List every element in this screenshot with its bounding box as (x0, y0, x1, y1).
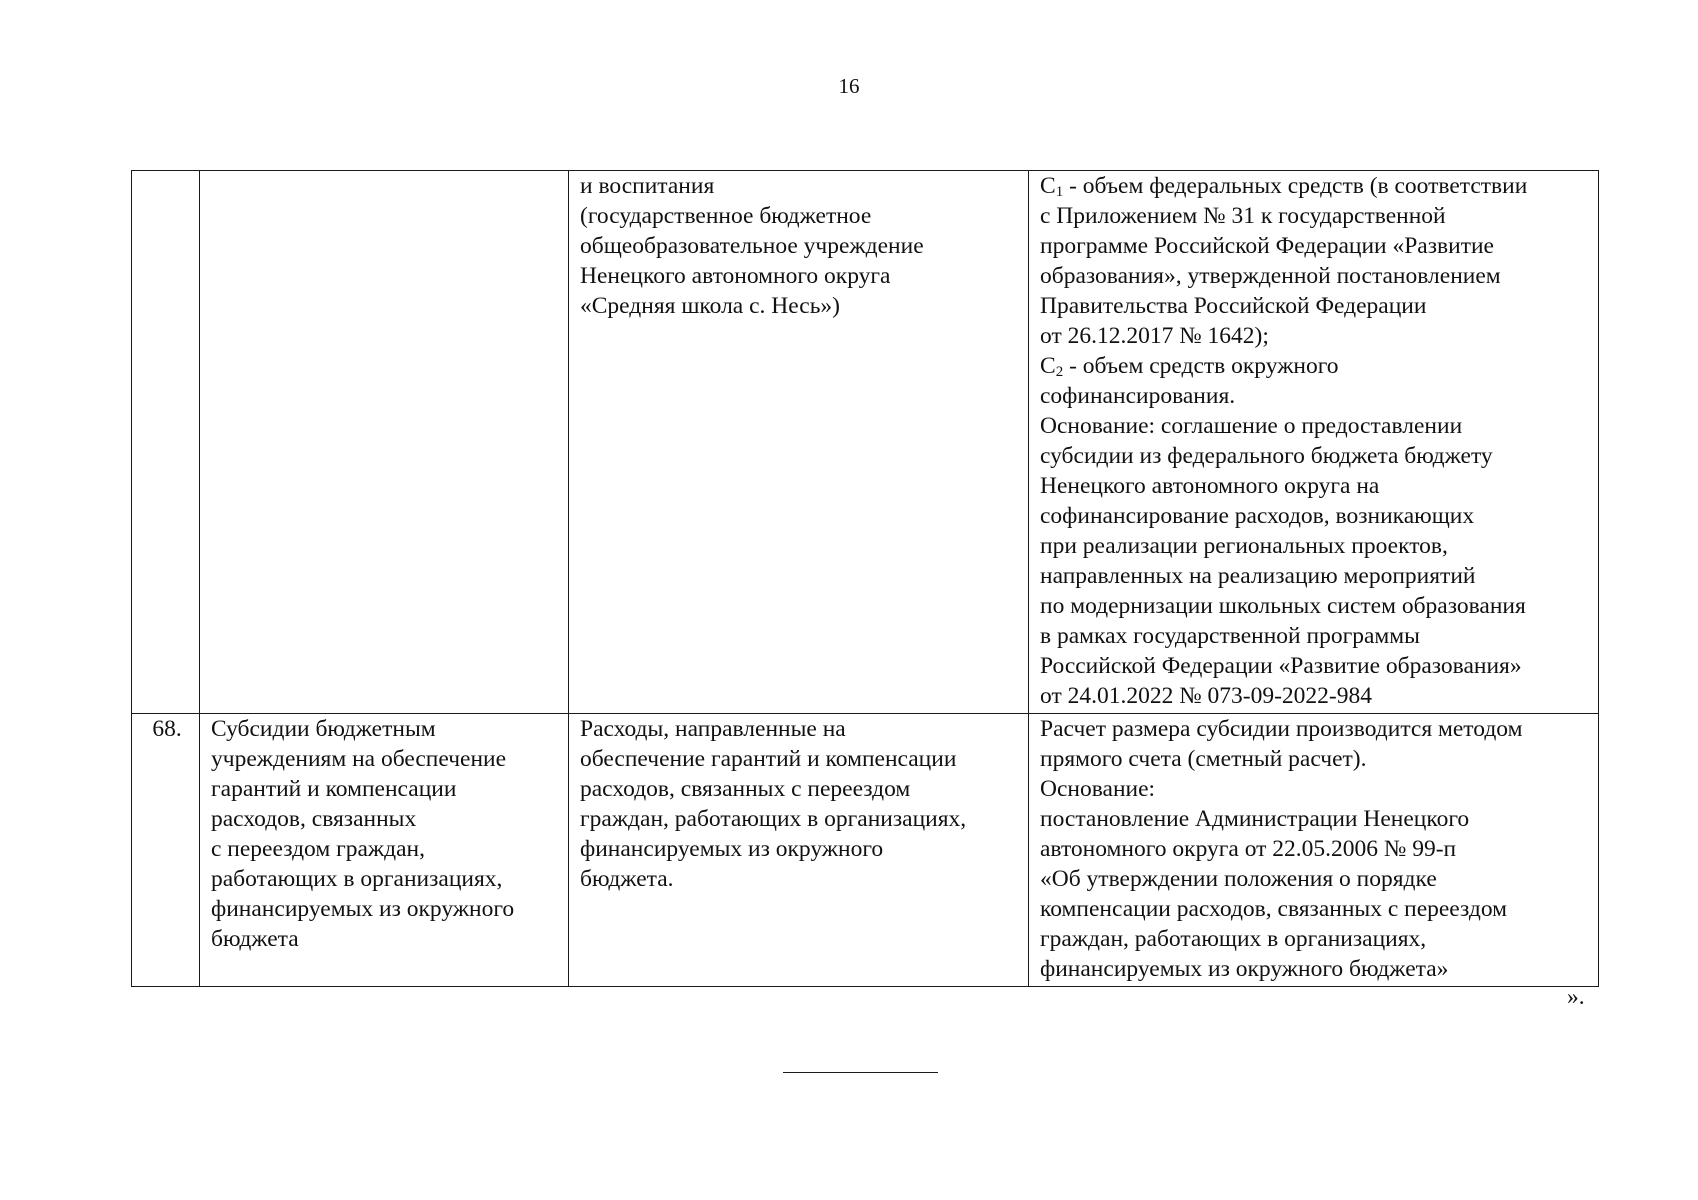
text-line: учреждениям на обеспечение (211, 746, 507, 772)
row-number-cell: 68. (132, 714, 200, 987)
text-line: Российской Федерации «Развитие образования» (1040, 653, 1522, 679)
calculation-basis-cell (1029, 171, 1599, 714)
text-line: Ненецкого автономного округа на (1040, 473, 1380, 499)
text-line: при реализации региональных проектов, (1040, 533, 1448, 559)
formula-c1-line (1040, 171, 1590, 201)
text-line: обеспечение гарантий и компенсации (580, 746, 957, 772)
text-line: финансируемых из окружного (580, 836, 884, 862)
calculation-basis-cell (1029, 714, 1599, 987)
row-number-cell (132, 171, 200, 714)
text-line: (государственное бюджетное (580, 203, 872, 229)
text-line: Основание: соглашение о предоставлении (1040, 413, 1463, 439)
text-line: постановление Администрации Ненецкого (1040, 806, 1470, 832)
text-line: финансируемых из окружного бюджета» (1040, 956, 1449, 982)
text-line: граждан, работающих в организациях, (580, 806, 967, 832)
text-fragment: - объем федеральных средств (в соответствии (1063, 173, 1528, 199)
text-line: компенсации расходов, связанных с переездом (1040, 896, 1508, 922)
text-fragment: - объем средств окружного (1063, 353, 1339, 379)
text-line: софинансирование расходов, возникающих (1040, 503, 1475, 529)
table-row (132, 714, 1599, 987)
text-line: Расходы, направленные на (580, 716, 846, 742)
text-line: субсидии из федерального бюджета бюджету (1040, 443, 1493, 469)
text-line: общеобразовательное учреждение (580, 233, 924, 259)
text-line: Правительства Российской Федерации (1040, 293, 1427, 319)
text-line: «Об утверждении положения о порядке (1040, 866, 1437, 892)
subsidy-name-cell (200, 171, 569, 714)
text-line: граждан, работающих в организациях, (1040, 926, 1427, 952)
symbol-c: С (1040, 353, 1056, 379)
text-line: Основание: (1040, 776, 1156, 802)
text-line: и воспитания (580, 173, 715, 199)
text-line: программе Российской Федерации «Развитие (1040, 233, 1494, 259)
closing-quote: ». (1567, 984, 1585, 1010)
formula-c2-line (1040, 351, 1590, 381)
text-line: бюджета (211, 926, 299, 952)
purpose-cell (569, 714, 1029, 987)
regulation-table (131, 170, 1599, 987)
text-line: от 26.12.2017 № 1642); (1040, 323, 1269, 349)
text-line: образования», утвержденной постановлением (1040, 263, 1501, 289)
end-of-document-rule (783, 1072, 938, 1073)
subscript-1: 1 (1055, 184, 1064, 200)
subscript-2: 2 (1055, 364, 1064, 380)
text-line: с переездом граждан, (211, 836, 425, 862)
text-line: с Приложением № 31 к государственной (1040, 203, 1446, 229)
purpose-cell (569, 171, 1029, 714)
text-line: в рамках государственной программы (1040, 623, 1420, 649)
text-line: расходов, связанных с переездом (580, 776, 911, 802)
text-line: гарантий и компенсации (211, 776, 457, 802)
text-line: автономного округа от 22.05.2006 № 99-п (1040, 836, 1457, 862)
text-line: Субсидии бюджетным (211, 716, 436, 742)
text-line: от 24.01.2022 № 073-09-2022-984 (1040, 683, 1372, 709)
text-line: расходов, связанных (211, 806, 417, 832)
text-line: по модернизации школьных систем образования (1040, 593, 1526, 619)
table-row (132, 171, 1599, 714)
text-line: софинансирования. (1040, 383, 1236, 409)
text-line: бюджета. (580, 866, 674, 892)
symbol-c: С (1040, 173, 1056, 199)
text-line: Расчет размера субсидии производится методом (1040, 716, 1523, 742)
text-line: направленных на реализацию мероприятий (1040, 563, 1476, 589)
text-line: Ненецкого автономного округа (580, 263, 891, 289)
text-line: «Средняя школа с. Несь») (580, 293, 841, 319)
page-number: 16 (838, 74, 860, 98)
subsidy-name-cell (200, 714, 569, 987)
text-line: финансируемых из окружного (211, 896, 515, 922)
text-line: прямого счета (сметный расчет). (1040, 746, 1367, 772)
text-line: работающих в организациях, (211, 866, 503, 892)
